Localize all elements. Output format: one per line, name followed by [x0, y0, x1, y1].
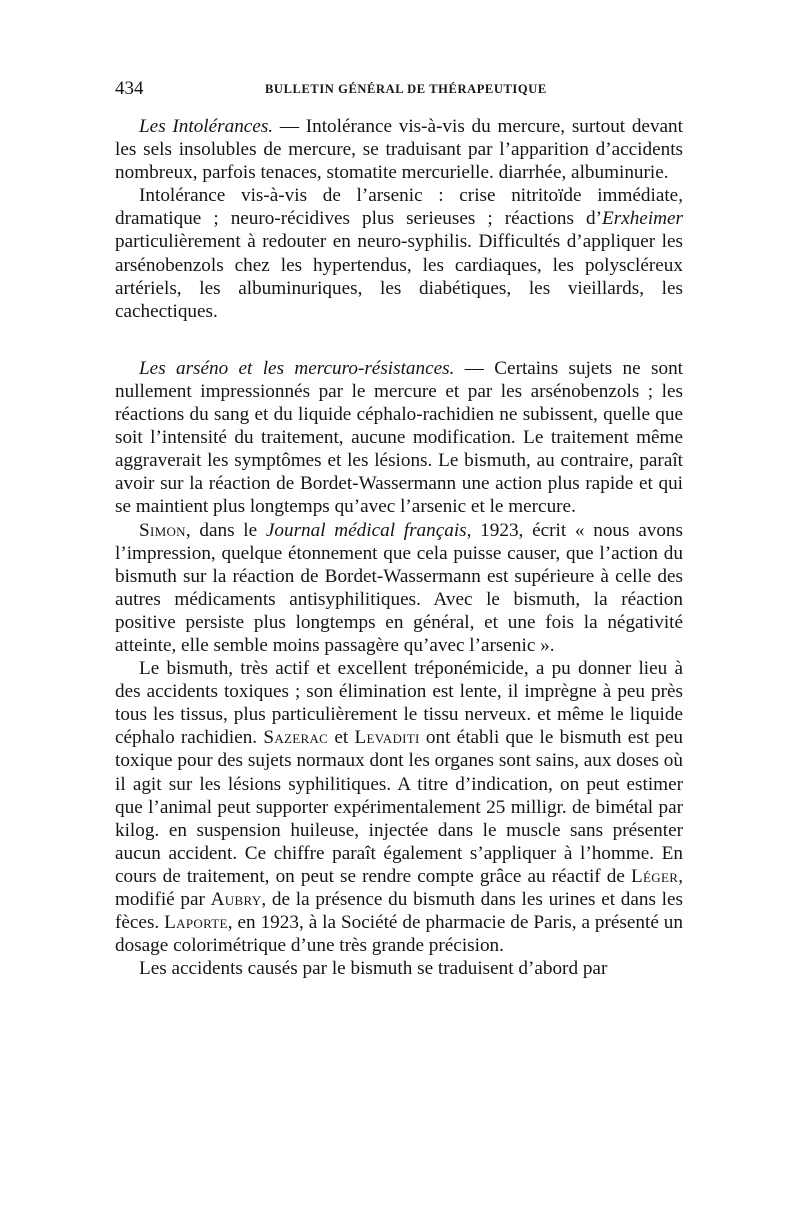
- author-levaditi: Levaditi: [354, 727, 420, 749]
- name-erxheimer: Erxheimer: [602, 208, 683, 230]
- author-sazerac: Sazerac: [263, 727, 329, 749]
- author-laporte: Laporte: [164, 912, 228, 934]
- paragraph-resistances: Les arséno et les mercuro-résistances. — Certains sujets ne sont nullement impressionnés par le mercure et par les arsénobenzols ; les réactions du sang et du liquide céphalo-rachidien ne subissent, quelle que soit l’intensité du traitement, aucune modification. Le traitement même aggraverait les symptômes et les lésions. Le bismuth, au contraire, paraît avoir sur la réaction de Bordet-Wassermann une action plus rapide et qui se maintient plus longtemps qu’avec l’arsenic et le mercure.: [115, 357, 683, 518]
- paragraph-simon-quote: Simon, dans le Journal médical français, 1923, écrit « nous avons l’impression, quelque étonnement que cela puisse causer, que l’action du bismuth sur la réaction de Bordet-Wassermann est supérieure à celle des autres médicaments antisyphilitiques. Avec le bismuth, la réaction positive persiste plus longtemps en général, et une fois la négativité atteinte, elle semble moins passagère qu’avec l’arsenic ».: [115, 519, 683, 656]
- author-simon: Simon: [139, 519, 186, 541]
- author-aubry: Aubry: [210, 889, 262, 910]
- paragraph-bismuth-toxicity: Le bismuth, très actif et excellent tréponémicide, a pu donner lieu à des accidents toxiques ; son élimination est lente, il imprègne à peu près tous les tissus, plus particulièrement le tissu nerveux. et même le liquide céphalo rachidien. Sazerac et Levaditi ont établi que le bismuth est peu toxique pour des sujets normaux dont les organes sont sains, aux doses où il agit sur les lésions syphilitiques. A titre d’indication, on peut estimer que l’animal peut supporter expérimentalement 25 milligr. de bimétal par kilog. en suspension huileuse, injectée dans le muscle sans présenter aucun accident. Ce chiffre paraît également s’appliquer à l’homme. En cours de traitement, on peut se rendre compte grâce au réactif de Léger, modifié par Aubry, de la présence du bismuth dans les urines et dans les fèces. Laporte, en 1923, à la Société de pharmacie de Paris, a présenté un dosage colorimétrique d’une très grande précision.: [115, 658, 683, 957]
- page-header: [115, 78, 682, 102]
- section-gap: [115, 323, 683, 357]
- body-text: [115, 115, 683, 980]
- running-title: BULLETIN GÉNÉRAL DE THÉRAPEUTIQUE: [265, 82, 547, 96]
- section-title-intolerances: Les Intolérances.: [139, 116, 274, 137]
- page-number: 434: [115, 78, 144, 99]
- paragraph-intolerances-arsenic: Intolérance vis-à-vis de l’arsenic : crise nitritoïde immédiate, dramatique ; neuro-récidives plus serieuses ; réactions d’Erxheimer particulièrement à redouter en neuro-syphilis. Difficultés d’appliquer les arsénobenzols chez les hypertendus, les cardiaques, les polyscléreux artériels, les albuminuriques, les diabétiques, les vieillards, les cachectiques.: [115, 185, 683, 322]
- section-title-resistances: Les arséno et les mercuro-résistances.: [139, 357, 455, 379]
- journal-title: Journal médical français: [265, 519, 467, 541]
- author-leger: Léger: [631, 865, 679, 887]
- paragraph-intolerances-mercure: Les Intolérances. — Intolérance vis-à-vis du mercure, surtout devant les sels insolubles de mercure, se traduisant par l’apparition d’accidents nombreux, parfois tenaces, stomatite mercurielle. diarrhée, albuminurie.: [115, 116, 683, 184]
- paragraph-bismuth-accidents: Les accidents causés par le bismuth se traduisent d’abord par: [139, 958, 608, 980]
